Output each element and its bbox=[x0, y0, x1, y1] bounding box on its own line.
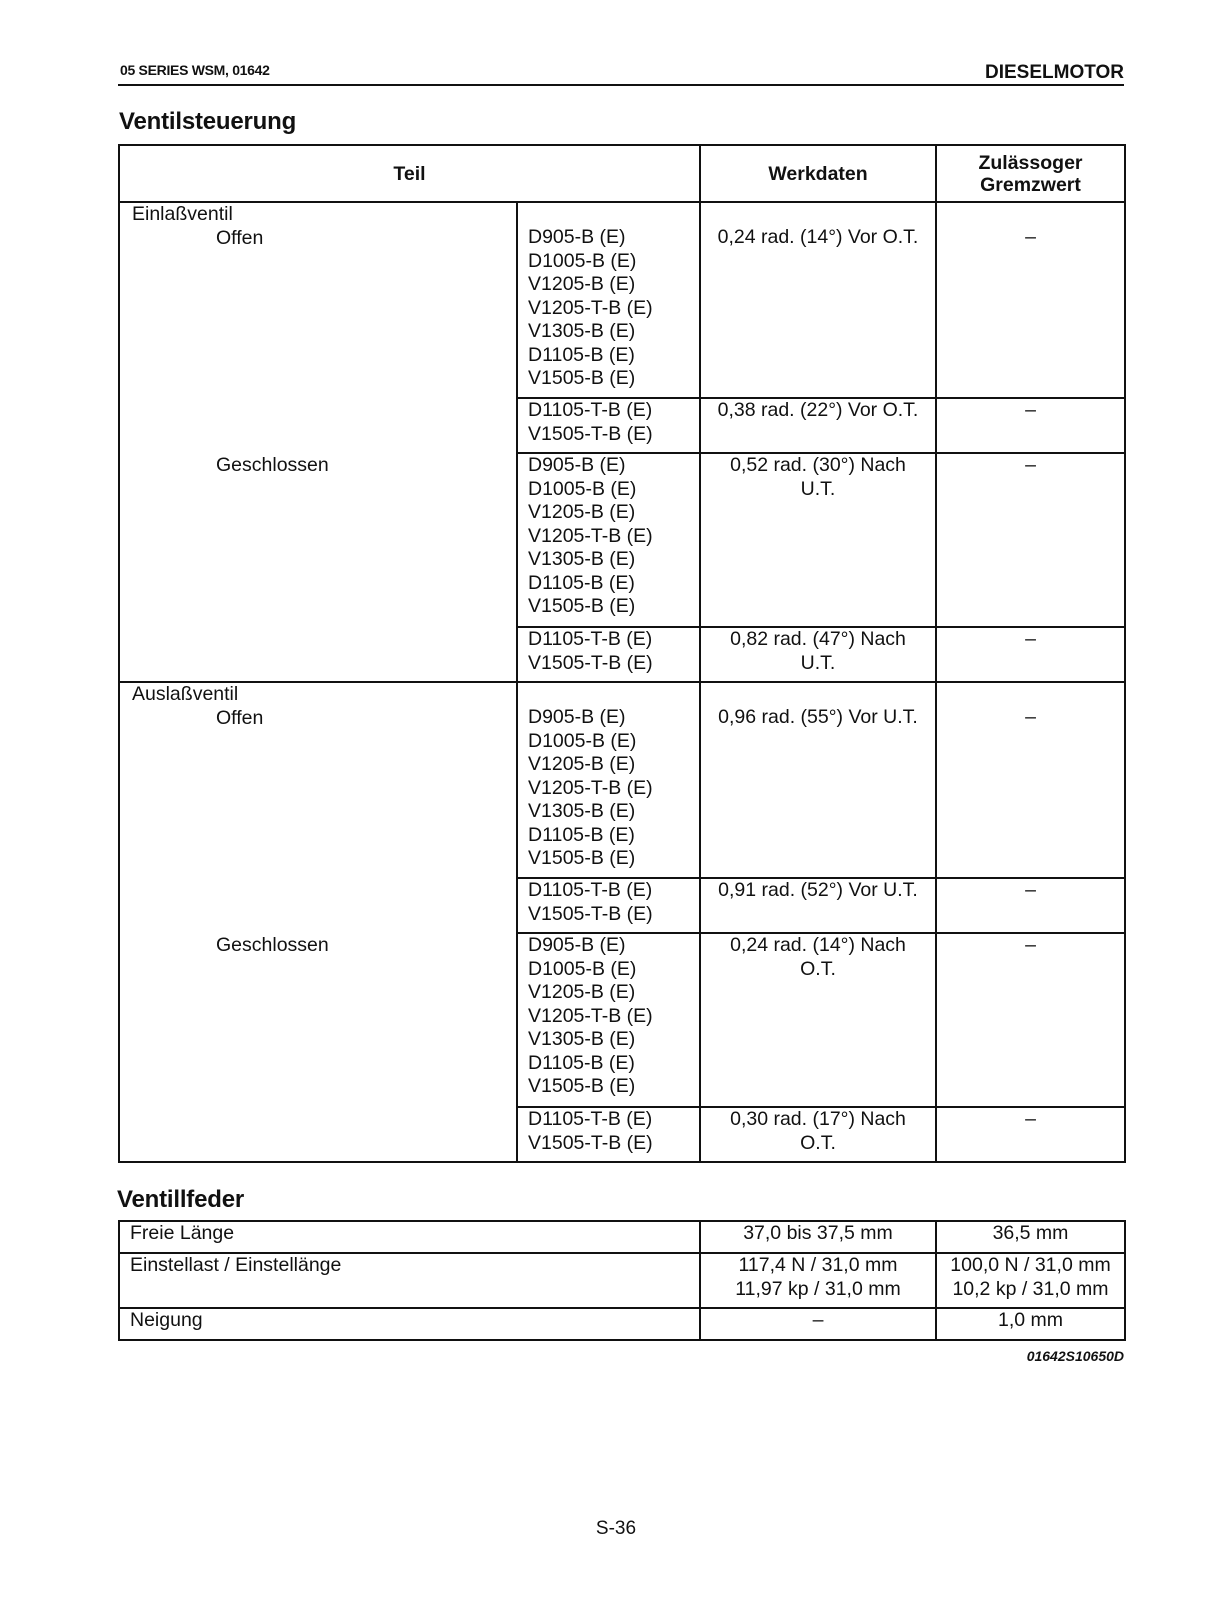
engine-models-cell bbox=[517, 398, 700, 453]
engine-model: D905-B (E) bbox=[528, 934, 626, 956]
timing-value-cell bbox=[700, 398, 936, 453]
document-code: 01642S10650D bbox=[1026, 1348, 1124, 1364]
page-number: S-36 bbox=[595, 1518, 637, 1539]
col-header-limit-line1: Zulässoger bbox=[978, 151, 1083, 174]
limit-value-cell: – bbox=[936, 933, 1125, 1107]
timing-value-line: O.T. bbox=[800, 957, 836, 980]
timing-row bbox=[119, 1107, 1125, 1162]
timing-value-line: 0,24 rad. (14°) Nach bbox=[730, 934, 906, 956]
timing-value-line: U.T. bbox=[800, 651, 836, 674]
engine-model: V1205-T-B (E) bbox=[528, 776, 653, 799]
part-label-cell bbox=[119, 682, 517, 878]
spring-limit-line: 100,0 N / 31,0 mm bbox=[950, 1254, 1111, 1276]
timing-value-line: 0,82 rad. (47°) Nach bbox=[730, 628, 906, 650]
engine-model: V1205-B (E) bbox=[528, 273, 636, 295]
engine-models-cell bbox=[517, 202, 700, 398]
part-label-cell bbox=[119, 1107, 517, 1162]
spring-value-line: – bbox=[812, 1309, 824, 1331]
timing-value-line: 0,38 rad. (22°) Vor O.T. bbox=[717, 399, 919, 421]
valve-state-label: Offen bbox=[216, 226, 264, 249]
timing-value-cell bbox=[700, 682, 936, 878]
engine-models-cell bbox=[517, 627, 700, 682]
timing-row bbox=[119, 627, 1125, 682]
limit-value-cell: – bbox=[936, 627, 1125, 682]
spring-value-cell bbox=[700, 1253, 936, 1308]
timing-row bbox=[119, 682, 1125, 878]
part-label-cell bbox=[119, 627, 517, 682]
engine-model: D1105-T-B (E) bbox=[528, 1108, 653, 1130]
spring-row bbox=[119, 1308, 1125, 1340]
limit-value-cell: – bbox=[936, 398, 1125, 453]
spring-value-line: 11,97 kp / 31,0 mm bbox=[735, 1277, 901, 1300]
spring-limit-line: 1,0 mm bbox=[997, 1309, 1063, 1331]
section-title-valve-spring: Ventillfeder bbox=[117, 1186, 244, 1213]
engine-model: V1305-B (E) bbox=[528, 320, 636, 342]
engine-model: D1105-B (E) bbox=[528, 1051, 635, 1074]
spring-value-line: 117,4 N / 31,0 mm bbox=[738, 1254, 898, 1276]
col-header-data: Werkdaten bbox=[700, 145, 936, 202]
valve-state-label: Offen bbox=[216, 706, 264, 729]
timing-value-line: U.T. bbox=[800, 477, 836, 500]
timing-value-line: 0,30 rad. (17°) Nach bbox=[730, 1108, 906, 1130]
valve-spring-table bbox=[118, 1220, 1126, 1341]
engine-model: D1005-B (E) bbox=[528, 249, 637, 272]
timing-value-line: 0,91 rad. (52°) Vor U.T. bbox=[718, 879, 918, 901]
engine-model: D1005-B (E) bbox=[528, 477, 637, 500]
limit-value-cell: – bbox=[936, 682, 1125, 878]
timing-row bbox=[119, 398, 1125, 453]
valve-timing-table bbox=[118, 144, 1126, 1163]
limit-value-cell: – bbox=[936, 878, 1125, 933]
timing-value-cell bbox=[700, 878, 936, 933]
timing-value-line: 0,96 rad. (55°) Vor U.T. bbox=[718, 706, 918, 728]
engine-model: V1505-B (E) bbox=[528, 847, 636, 869]
engine-model: V1205-T-B (E) bbox=[528, 524, 653, 547]
timing-value-cell bbox=[700, 627, 936, 682]
section-title-valve-timing: Ventilsteuerung bbox=[119, 108, 297, 135]
engine-model: D905-B (E) bbox=[528, 706, 626, 728]
col-header-part: Teil bbox=[119, 145, 700, 202]
engine-model: D1105-T-B (E) bbox=[528, 879, 653, 901]
header-chapter: DIESELMOTOR bbox=[985, 62, 1124, 83]
engine-model: V1205-B (E) bbox=[528, 981, 636, 1003]
engine-model: V1505-T-B (E) bbox=[528, 422, 653, 445]
part-label-cell bbox=[119, 933, 517, 1107]
col-header-limit bbox=[936, 145, 1125, 202]
engine-model: D905-B (E) bbox=[528, 226, 626, 248]
spring-label-cell: Einstellast / Einstellänge bbox=[119, 1253, 700, 1308]
timing-row bbox=[119, 878, 1125, 933]
engine-model: D1105-B (E) bbox=[528, 571, 635, 594]
timing-value-cell bbox=[700, 453, 936, 627]
timing-row bbox=[119, 453, 1125, 627]
engine-model: V1205-B (E) bbox=[528, 501, 636, 523]
spring-label-cell: Freie Länge bbox=[119, 1221, 700, 1253]
spring-limit-line: 10,2 kp / 31,0 mm bbox=[952, 1277, 1109, 1300]
spring-value-cell bbox=[700, 1221, 936, 1253]
timing-value-line: 0,52 rad. (30°) Nach bbox=[730, 454, 906, 476]
engine-model: V1505-T-B (E) bbox=[528, 651, 653, 674]
timing-value-line: O.T. bbox=[800, 1131, 836, 1154]
part-label-cell bbox=[119, 453, 517, 627]
timing-value-cell bbox=[700, 933, 936, 1107]
engine-model: V1505-B (E) bbox=[528, 595, 636, 617]
engine-models-cell bbox=[517, 453, 700, 627]
part-label-cell bbox=[119, 878, 517, 933]
spring-limit-cell bbox=[936, 1253, 1125, 1308]
engine-models-cell bbox=[517, 1107, 700, 1162]
spring-row bbox=[119, 1253, 1125, 1308]
engine-model: D1105-T-B (E) bbox=[528, 628, 653, 650]
engine-model: D1005-B (E) bbox=[528, 957, 637, 980]
col-header-limit-line2: Gremzwert bbox=[980, 173, 1081, 196]
part-label-cell bbox=[119, 202, 517, 398]
timing-row bbox=[119, 933, 1125, 1107]
limit-value-cell: – bbox=[936, 202, 1125, 398]
spring-value-line: 37,0 bis 37,5 mm bbox=[743, 1222, 893, 1244]
engine-models-cell bbox=[517, 933, 700, 1107]
engine-model: V1205-B (E) bbox=[528, 753, 636, 775]
spring-value-cell bbox=[700, 1308, 936, 1340]
engine-model: V1505-T-B (E) bbox=[528, 1131, 653, 1154]
engine-models-cell bbox=[517, 878, 700, 933]
timing-value-cell bbox=[700, 1107, 936, 1162]
part-label-cell bbox=[119, 398, 517, 453]
spring-row bbox=[119, 1221, 1125, 1253]
spring-label-cell: Neigung bbox=[119, 1308, 700, 1340]
engine-model: V1205-T-B (E) bbox=[528, 1004, 653, 1027]
spring-limit-line: 36,5 mm bbox=[992, 1222, 1069, 1244]
engine-models-cell bbox=[517, 682, 700, 878]
timing-value-line: 0,24 rad. (14°) Vor O.T. bbox=[717, 226, 919, 248]
spring-limit-cell bbox=[936, 1308, 1125, 1340]
valve-state-label: Geschlossen bbox=[216, 934, 329, 956]
valve-state-label: Geschlossen bbox=[216, 454, 329, 476]
limit-value-cell: – bbox=[936, 1107, 1125, 1162]
engine-model: V1305-B (E) bbox=[528, 800, 636, 822]
header-rule bbox=[118, 84, 1124, 86]
spring-limit-cell bbox=[936, 1221, 1125, 1253]
engine-model: V1505-B (E) bbox=[528, 1075, 636, 1097]
engine-model: V1305-B (E) bbox=[528, 1028, 636, 1050]
valve-group-label: Einlaßventil bbox=[132, 203, 233, 225]
valve-group-label: Auslaßventil bbox=[132, 683, 239, 705]
engine-model: V1205-T-B (E) bbox=[528, 296, 653, 319]
engine-model: V1305-B (E) bbox=[528, 548, 636, 570]
engine-model: V1505-B (E) bbox=[528, 367, 636, 389]
limit-value-cell: – bbox=[936, 453, 1125, 627]
timing-row bbox=[119, 202, 1125, 398]
engine-model: V1505-T-B (E) bbox=[528, 902, 653, 925]
engine-model: D1105-T-B (E) bbox=[528, 399, 653, 421]
engine-model: D1105-B (E) bbox=[528, 823, 635, 846]
engine-model: D1105-B (E) bbox=[528, 343, 635, 366]
engine-model: D1005-B (E) bbox=[528, 729, 637, 752]
timing-value-cell bbox=[700, 202, 936, 398]
engine-model: D905-B (E) bbox=[528, 454, 626, 476]
header-manual-id: 05 SERIES WSM, 01642 bbox=[120, 62, 270, 78]
